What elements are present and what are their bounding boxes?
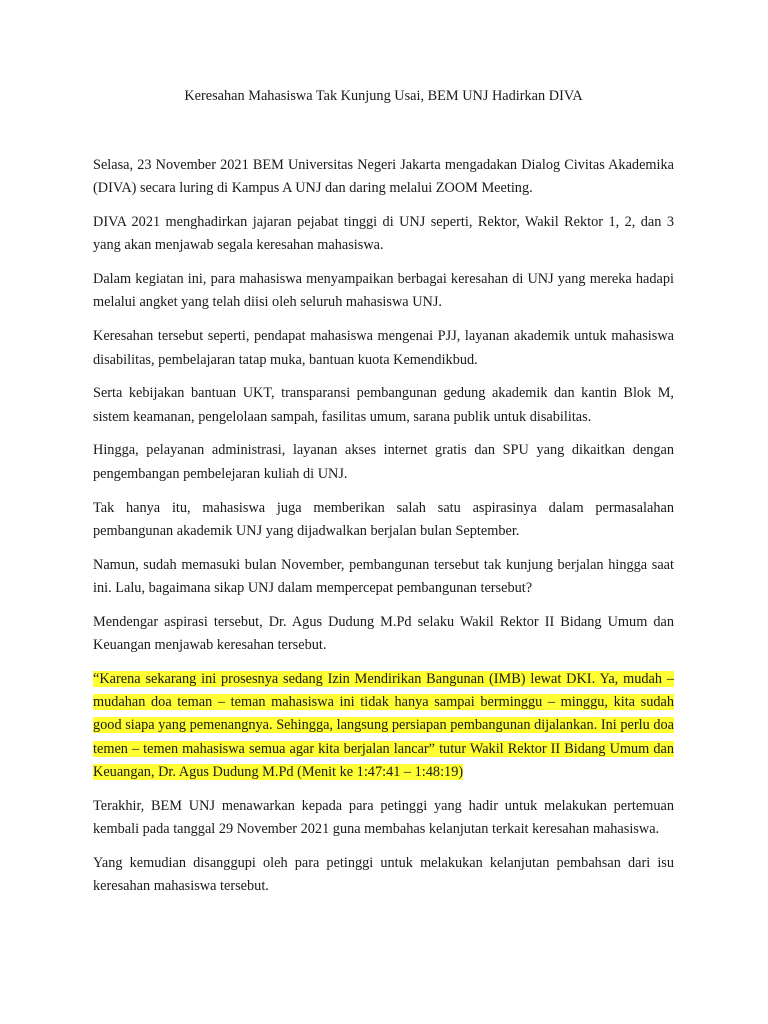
paragraph: Terakhir, BEM UNJ menawarkan kepada para petinggi yang hadir untuk melakukan pertemuan kembali pada tanggal 29 November 2021 guna membahas kelanjutan terkait keresahan mahasiswa. [93,797,674,838]
quote-highlight: “Karena sekarang ini prosesnya sedang Izin Mendirikan Bangunan (IMB) lewat DKI. Ya, mudah – mudahan doa teman – teman mahasiswa ini tidak hanya sampai berminggu – minggu, kita sudah good siapa yang pemenangnya. Sehingga, langsung persiapan pembangunan dijalankan. Ini perlu doa temen – temen mahasiswa semua agar kita berjalan lancar” tutur Wakil Rektor II Bidang Umum dan Keuangan, Dr. Agus Dudung M.Pd (Menit ke 1:47:41 – 1:48:19) [93,670,674,781]
paragraph: Serta kebijakan bantuan UKT, transparansi pembangunan gedung akademik dan kantin Blok M, sistem keamanan, pengelolaan sampah, fasilitas umum, sarana publik untuk disabilitas. [93,385,674,425]
paragraph: Namun, sudah memasuki bulan November, pembangunan tersebut tak kunjung berjalan hingga saat ini. Lalu, bagaimana sikap UNJ dalam mempercepat pembangunan tersebut? [93,556,674,596]
paragraph: Dalam kegiatan ini, para mahasiswa menyampaikan berbagai keresahan di UNJ yang mereka hadapi melalui angket yang telah diisi oleh seluruh mahasiswa UNJ. [93,271,674,311]
paragraph: Keresahan tersebut seperti, pendapat mahasiswa mengenai PJJ, layanan akademik untuk mahasiswa disabilitas, pembelajaran tatap muka, bantuan kuota Kemendikbud. [93,328,674,368]
paragraph: DIVA 2021 menghadirkan jajaran pejabat tinggi di UNJ seperti, Rektor, Wakil Rektor 1, 2, dan 3 yang akan menjawab segala keresahan mahasiswa. [93,214,674,254]
paragraph: Mendengar aspirasi tersebut, Dr. Agus Dudung M.Pd selaku Wakil Rektor II Bidang Umum dan Keuangan menjawab keresahan tersebut. [93,613,674,654]
paragraph: Hingga, pelayanan administrasi, layanan akses internet gratis dan SPU yang dikaitkan dengan pengembangan pembelejaran kuliah di UNJ. [93,442,674,482]
paragraph: Tak hanya itu, mahasiswa juga memberikan salah satu aspirasinya dalam permasalahan pembangunan akademik UNJ yang dijadwalkan berjalan bulan September. [93,499,674,539]
paragraph: Yang kemudian disanggupi oleh para petinggi untuk melakukan kelanjutan pembahsan dari isu keresahan mahasiswa tersebut. [93,854,674,895]
paragraph: Selasa, 23 November 2021 BEM Universitas Negeri Jakarta mengadakan Dialog Civitas Akademika (DIVA) secara luring di Kampus A UNJ dan daring melalui ZOOM Meeting. [93,157,674,197]
document-title: Keresahan Mahasiswa Tak Kunjung Usai, BEM UNJ Hadirkan DIVA [184,88,583,104]
highlighted-quote [93,668,674,784]
